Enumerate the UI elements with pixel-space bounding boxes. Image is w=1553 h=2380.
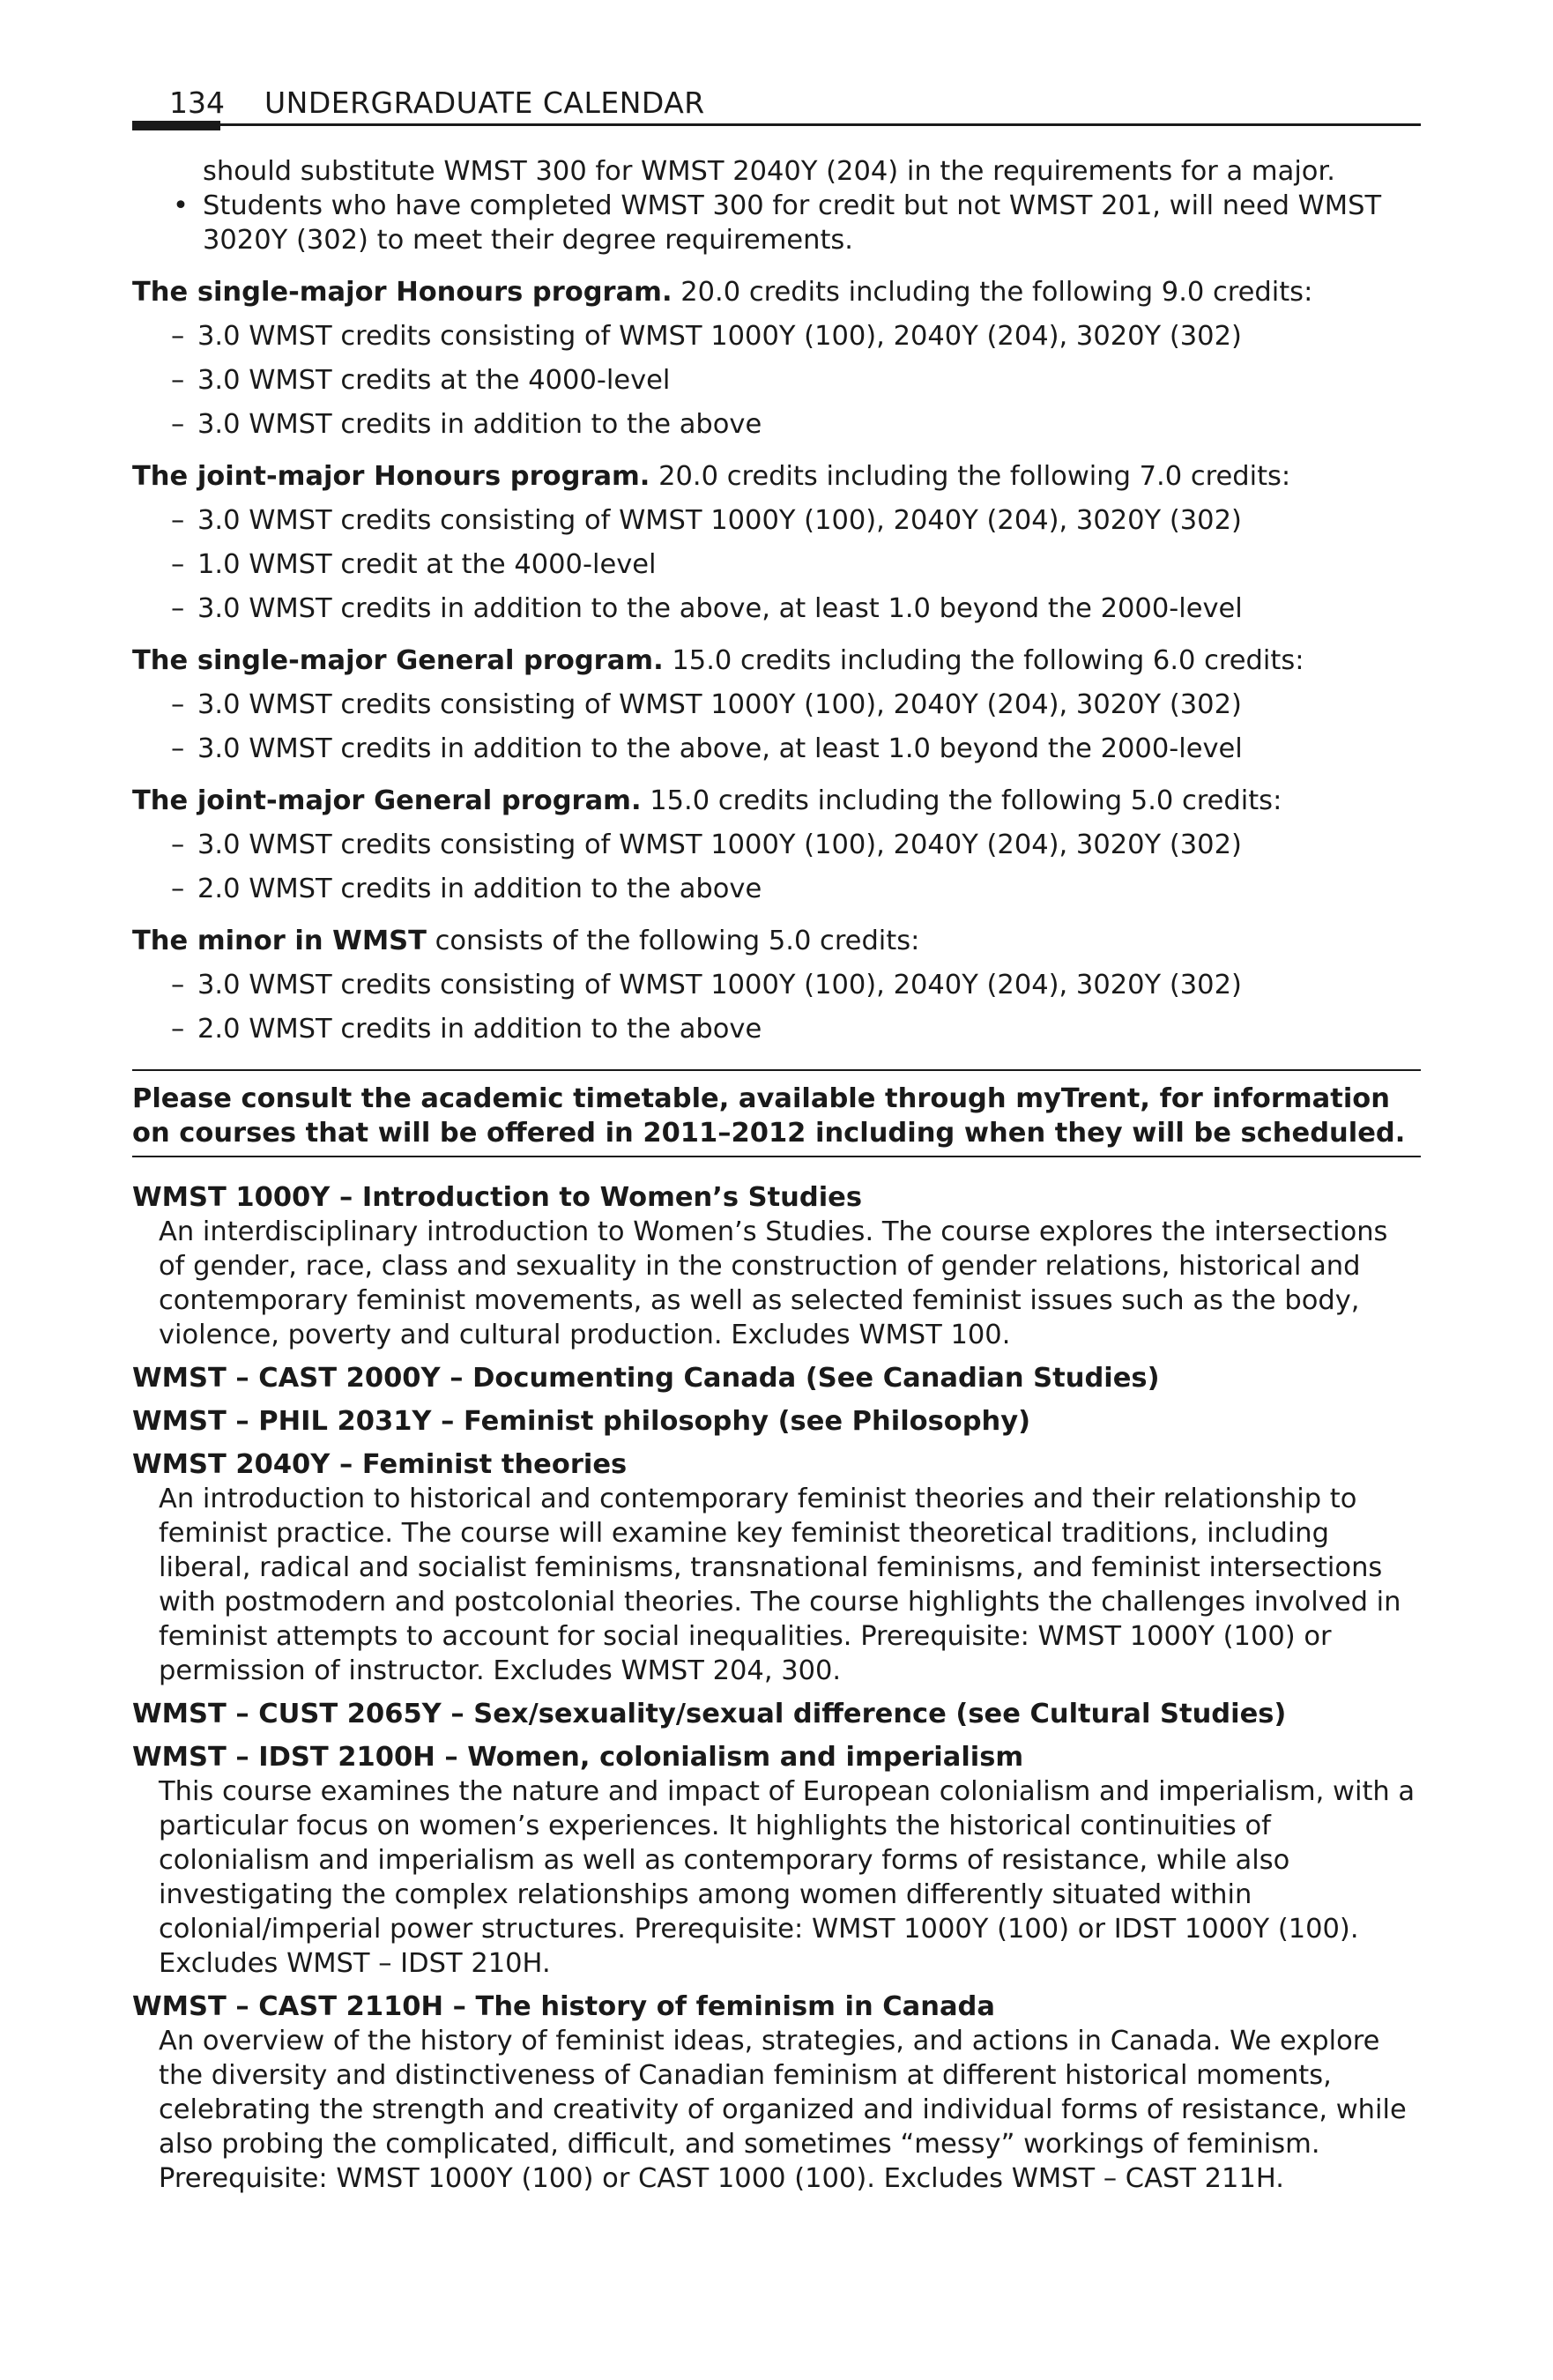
program-summary: 15.0 credits including the following 5.0 credits: <box>641 785 1282 816</box>
course-entry <box>132 1697 1421 1731</box>
bullet-item <box>132 189 1421 257</box>
requirement-text: 3.0 WMST credits consisting of WMST 1000Y (100), 2040Y (204), 3020Y (302) <box>197 689 1242 720</box>
requirement-text: 1.0 WMST credit at the 4000-level <box>197 549 657 580</box>
program-summary: 20.0 credits including the following 9.0 credits: <box>672 277 1313 308</box>
course-title: WMST – CAST 2110H – The history of feminism in Canada <box>132 1991 995 2022</box>
requirement-text: 3.0 WMST credits in addition to the above, at least 1.0 beyond the 2000-level <box>197 733 1243 764</box>
program-title: The single-major Honours program. <box>132 277 672 308</box>
dash-icon: – <box>171 549 185 580</box>
dash-icon: – <box>171 321 185 352</box>
requirement-text: 3.0 WMST credits in addition to the above, at least 1.0 beyond the 2000-level <box>197 593 1243 624</box>
continued-line: should substitute WMST 300 for WMST 2040Y (204) in the requirements for a major. <box>203 156 1335 187</box>
course-entry <box>132 1404 1421 1439</box>
course-entry <box>132 1740 1421 1981</box>
dash-icon: – <box>171 689 185 720</box>
course-entry <box>132 1990 1421 2196</box>
dash-icon: – <box>171 593 185 624</box>
requirement-item <box>132 828 1421 862</box>
course-title: WMST – CUST 2065Y – Sex/sexuality/sexual difference (see Cultural Studies) <box>132 1699 1287 1729</box>
dash-icon: – <box>171 409 185 440</box>
requirement-text: 3.0 WMST credits consisting of WMST 1000Y (100), 2040Y (204), 3020Y (302) <box>197 829 1242 860</box>
course-title: WMST – IDST 2100H – Women, colonialism and imperialism <box>132 1742 1024 1773</box>
course-entry <box>132 1361 1421 1395</box>
dash-icon: – <box>171 874 185 904</box>
requirement-item <box>132 732 1421 766</box>
course-description: An interdisciplinary introduction to Women’s Studies. The course explores the intersections of gender, race, class and sexuality in the construction of gender relations, historical and contemporary feminist movements, as well as selected feminist issues such as the body, violence, poverty and cultural production. Excludes WMST 100. <box>159 1216 1388 1350</box>
header-tab-mark <box>132 121 220 130</box>
dash-icon: – <box>171 365 185 396</box>
requirement-item <box>132 1012 1421 1046</box>
course-entry <box>132 1180 1421 1352</box>
course-description: This course examines the nature and impact of European colonialism and imperialism, with a particular focus on women’s experiences. It highlights the historical continuities of colonialism and imperialism as well as contemporary forms of resistance, while also investigating the complex relationships among women differently situated within colonial/imperial power structures. Prerequisite: WMST 1000Y (100) or IDST 1000Y (100). Excludes WMST – IDST 210H. <box>159 1776 1416 1979</box>
program-joint-major-honours <box>132 459 1421 626</box>
program-summary: 20.0 credits including the following 7.0 credits: <box>650 461 1291 492</box>
timetable-notice: Please consult the academic timetable, available through myTrent, for information on courses that will be offered in 2011–2012 including when they will be scheduled. <box>132 1069 1421 1157</box>
course-entry <box>132 1447 1421 1688</box>
requirement-text: 2.0 WMST credits in addition to the above <box>197 874 762 904</box>
dash-icon: – <box>171 733 185 764</box>
running-title: UNDERGRADUATE CALENDAR <box>264 86 705 120</box>
requirement-text: 3.0 WMST credits consisting of WMST 1000Y (100), 2040Y (204), 3020Y (302) <box>197 505 1242 536</box>
program-title: The joint-major Honours program. <box>132 461 650 492</box>
program-minor <box>132 924 1421 1046</box>
program-title: The minor in WMST <box>132 926 427 956</box>
requirement-item <box>132 319 1421 353</box>
program-single-major-honours <box>132 275 1421 442</box>
program-title: The joint-major General program. <box>132 785 642 816</box>
course-title: WMST 1000Y – Introduction to Women’s Studies <box>132 1182 863 1213</box>
requirement-item <box>132 547 1421 582</box>
requirement-item <box>132 407 1421 442</box>
requirement-text: 3.0 WMST credits in addition to the above <box>197 409 762 440</box>
dash-icon: – <box>171 505 185 536</box>
dash-icon: – <box>171 829 185 860</box>
requirement-item <box>132 503 1421 538</box>
program-joint-major-general <box>132 784 1421 906</box>
course-title: WMST 2040Y – Feminist theories <box>132 1449 628 1480</box>
requirement-item <box>132 688 1421 722</box>
dash-icon: – <box>171 970 185 1000</box>
page-number: 134 <box>169 86 225 120</box>
program-single-major-general <box>132 643 1421 766</box>
header-rule <box>132 123 1421 126</box>
requirement-item <box>132 872 1421 906</box>
course-title: WMST – PHIL 2031Y – Feminist philosophy (see Philosophy) <box>132 1406 1031 1437</box>
page-content <box>132 154 1421 2196</box>
dash-icon: – <box>171 1014 185 1045</box>
program-summary: 15.0 credits including the following 6.0 credits: <box>663 645 1304 676</box>
requirement-text: 2.0 WMST credits in addition to the above <box>197 1014 762 1045</box>
requirement-item <box>132 591 1421 626</box>
requirement-item <box>132 968 1421 1002</box>
requirement-item <box>132 363 1421 398</box>
bullet-icon: • <box>173 190 189 221</box>
page-header <box>132 81 1421 125</box>
course-description: An introduction to historical and contemporary feminist theories and their relationship to feminist practice. The course will examine key feminist theoretical traditions, including liberal, radical and socialist feminisms, transnational feminisms, and feminist intersections with postmodern and postcolonial theories. The course highlights the challenges involved in feminist attempts to account for social inequalities. Prerequisite: WMST 1000Y (100) or permission of instructor. Excludes WMST 204, 300. <box>159 1484 1401 1686</box>
program-title: The single-major General program. <box>132 645 664 676</box>
course-description: An overview of the history of feminist ideas, strategies, and actions in Canada. We explore the diversity and distinctiveness of Canadian feminism at different historical moments, celebrating the strength and creativity of organized and individual forms of resistance, while also probing the complicated, difficult, and sometimes “messy” workings of feminism. Prerequisite: WMST 1000Y (100) or CAST 1000 (100). Excludes WMST – CAST 211H. <box>159 2026 1407 2194</box>
course-title: WMST – CAST 2000Y – Documenting Canada (See Canadian Studies) <box>132 1363 1160 1394</box>
requirement-text: 3.0 WMST credits at the 4000-level <box>197 365 671 396</box>
program-summary: consists of the following 5.0 credits: <box>426 926 920 956</box>
requirement-text: 3.0 WMST credits consisting of WMST 1000Y (100), 2040Y (204), 3020Y (302) <box>197 970 1242 1000</box>
requirement-text: 3.0 WMST credits consisting of WMST 1000Y (100), 2040Y (204), 3020Y (302) <box>197 321 1242 352</box>
bullet-text: Students who have completed WMST 300 for credit but not WMST 201, will need WMST 3020Y (302) to meet their degree requirements. <box>203 190 1382 256</box>
